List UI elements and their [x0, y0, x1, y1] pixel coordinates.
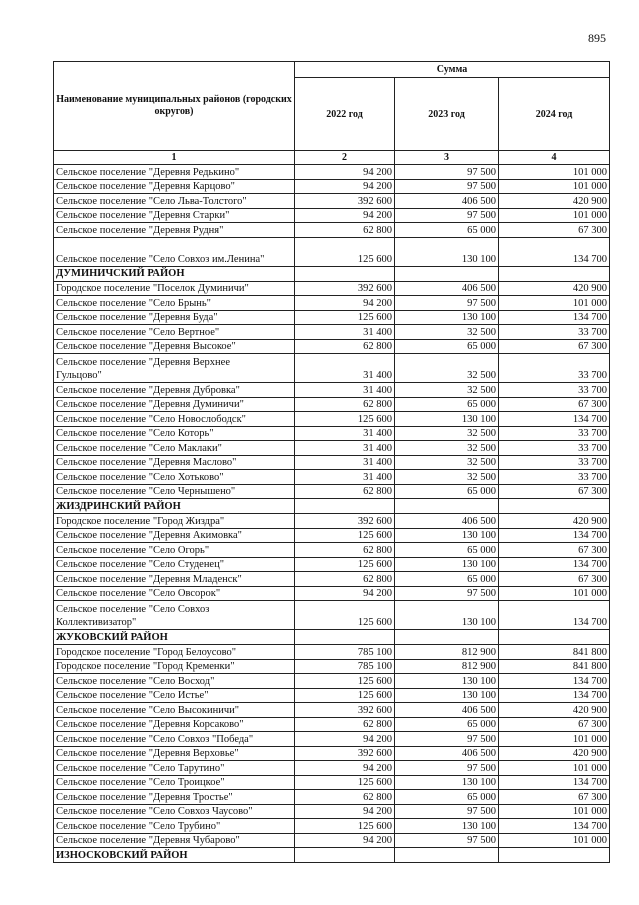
amount-2022: 125 600: [295, 528, 395, 543]
settlement-name: Городское поселение "Город Кременки": [54, 659, 295, 674]
amount-2022: 62 800: [295, 397, 395, 412]
settlement-name: Сельское поселение "Село Совхоз им.Ленина": [54, 237, 295, 266]
amount-2022: 62 800: [295, 572, 395, 587]
amount-2023: 32 500: [395, 325, 499, 340]
amount-2023: 812 900: [395, 659, 499, 674]
settlement-name: Сельское поселение "Село Брынь": [54, 296, 295, 311]
settlement-name: Сельское поселение "Деревня Маслово": [54, 455, 295, 470]
table-row: [54, 572, 610, 587]
amount-2024: 420 900: [499, 194, 610, 209]
empty-cell: [295, 848, 395, 863]
amount-2023: 406 500: [395, 514, 499, 529]
table-row: [54, 790, 610, 805]
district-row: [54, 266, 610, 281]
settlement-name-line-1: Сельское поселение "Село Совхоз: [56, 604, 210, 615]
amount-2023: 812 900: [395, 645, 499, 660]
column-number-1: 1: [54, 151, 295, 165]
settlement-name: Сельское поселение "Село Истье": [54, 688, 295, 703]
settlement-name: Сельское поселение "Село Вертное": [54, 325, 295, 340]
amount-2024: 33 700: [499, 426, 610, 441]
amount-2022: 125 600: [295, 557, 395, 572]
amount-2023: 32 500: [395, 470, 499, 485]
amount-2022: 125 600: [295, 412, 395, 427]
amount-2022: 125 600: [295, 601, 395, 630]
amount-2023: 65 000: [395, 543, 499, 558]
amount-2022: 94 200: [295, 804, 395, 819]
amount-2024: 101 000: [499, 804, 610, 819]
amount-2024: 67 300: [499, 484, 610, 499]
empty-cell: [395, 499, 499, 514]
column-number-4: 4: [499, 151, 610, 165]
district-name: ДУМИНИЧСКИЙ РАЙОН: [54, 266, 295, 281]
amount-2024: 420 900: [499, 746, 610, 761]
table-row: [54, 703, 610, 718]
table-body: [54, 165, 610, 863]
amount-2024: 33 700: [499, 354, 610, 383]
table-row: [54, 804, 610, 819]
amount-2022: 94 200: [295, 296, 395, 311]
amount-2023: 65 000: [395, 397, 499, 412]
amount-2023: 65 000: [395, 339, 499, 354]
amount-2022: 31 400: [295, 455, 395, 470]
table-row: [54, 775, 610, 790]
amount-2024: 134 700: [499, 310, 610, 325]
header-name-column: Наименование муниципальных районов (городских округов): [54, 62, 295, 151]
table-row: [54, 208, 610, 223]
table-header: [54, 62, 610, 165]
amount-2024: 420 900: [499, 703, 610, 718]
amount-2022: 62 800: [295, 543, 395, 558]
amount-2023: 32 500: [395, 354, 499, 383]
table-row: [54, 514, 610, 529]
settlement-name-line-2: Гульцово": [56, 370, 102, 381]
amount-2024: 134 700: [499, 688, 610, 703]
settlement-name: Сельское поселение "Село Студенец": [54, 557, 295, 572]
settlement-name: [54, 601, 295, 630]
column-number-3: 3: [395, 151, 499, 165]
table-row: [54, 761, 610, 776]
amount-2023: 97 500: [395, 761, 499, 776]
amount-2022: 94 200: [295, 761, 395, 776]
amount-2022: 125 600: [295, 310, 395, 325]
amount-2024: 101 000: [499, 165, 610, 180]
settlement-name: Сельское поселение "Село Хотьково": [54, 470, 295, 485]
district-row: [54, 630, 610, 645]
amount-2023: 32 500: [395, 383, 499, 398]
settlement-name: Сельское поселение "Деревня Младенск": [54, 572, 295, 587]
table-row: [54, 397, 610, 412]
table-row: [54, 819, 610, 834]
amount-2022: 62 800: [295, 484, 395, 499]
table-row: [54, 528, 610, 543]
empty-cell: [499, 266, 610, 281]
amount-2022: 31 400: [295, 325, 395, 340]
amount-2022: 785 100: [295, 645, 395, 660]
settlement-name: Сельское поселение "Деревня Старки": [54, 208, 295, 223]
page-number: 895: [588, 31, 606, 45]
amount-2023: 97 500: [395, 179, 499, 194]
amount-2023: 32 500: [395, 441, 499, 456]
amount-2023: 97 500: [395, 833, 499, 848]
empty-cell: [395, 848, 499, 863]
amount-2022: 62 800: [295, 223, 395, 238]
settlement-name: Сельское поселение "Село Высокиничи": [54, 703, 295, 718]
empty-cell: [499, 848, 610, 863]
settlement-name: Сельское поселение "Деревня Карцово": [54, 179, 295, 194]
table-row: [54, 732, 610, 747]
settlement-name: [54, 354, 295, 383]
table-row: [54, 674, 610, 689]
settlement-name: Сельское поселение "Село Новослободск": [54, 412, 295, 427]
amount-2024: 33 700: [499, 441, 610, 456]
table-row: [54, 310, 610, 325]
amount-2022: 62 800: [295, 717, 395, 732]
amount-2024: 134 700: [499, 412, 610, 427]
amount-2023: 32 500: [395, 426, 499, 441]
amount-2023: 130 100: [395, 819, 499, 834]
amount-2023: 32 500: [395, 455, 499, 470]
settlement-name: Сельское поселение "Деревня Тростье": [54, 790, 295, 805]
table-row: [54, 194, 610, 209]
settlement-name: Сельское поселение "Село Троицкое": [54, 775, 295, 790]
amount-2024: 134 700: [499, 237, 610, 266]
district-row: [54, 848, 610, 863]
settlement-name: Сельское поселение "Деревня Дубровка": [54, 383, 295, 398]
amount-2024: 101 000: [499, 296, 610, 311]
table-row: [54, 833, 610, 848]
table-row: [54, 354, 610, 383]
amount-2024: 67 300: [499, 790, 610, 805]
amount-2023: 406 500: [395, 746, 499, 761]
settlement-name: Сельское поселение "Деревня Акимовка": [54, 528, 295, 543]
amount-2024: 420 900: [499, 281, 610, 296]
amount-2022: 31 400: [295, 441, 395, 456]
table-row: [54, 484, 610, 499]
settlement-name-line-2: Коллективизатор": [56, 617, 137, 628]
amount-2022: 94 200: [295, 208, 395, 223]
settlement-name: Городское поселение "Город Жиздра": [54, 514, 295, 529]
table-row: [54, 601, 610, 630]
settlement-name: Сельское поселение "Село Которь": [54, 426, 295, 441]
settlement-name: Сельское поселение "Деревня Высокое": [54, 339, 295, 354]
amount-2024: 101 000: [499, 179, 610, 194]
table-row: [54, 412, 610, 427]
amount-2022: 31 400: [295, 383, 395, 398]
amount-2022: 31 400: [295, 354, 395, 383]
amount-2022: 62 800: [295, 339, 395, 354]
empty-cell: [499, 499, 610, 514]
table-row: [54, 717, 610, 732]
amount-2023: 130 100: [395, 674, 499, 689]
amount-2023: 130 100: [395, 237, 499, 266]
amount-2023: 97 500: [395, 208, 499, 223]
settlement-name: Сельское поселение "Деревня Корсаково": [54, 717, 295, 732]
table-row: [54, 383, 610, 398]
amount-2023: 130 100: [395, 557, 499, 572]
amount-2022: 392 600: [295, 514, 395, 529]
amount-2023: 130 100: [395, 601, 499, 630]
amount-2024: 841 800: [499, 659, 610, 674]
table-row: [54, 659, 610, 674]
district-name: ЖИЗДРИНСКИЙ РАЙОН: [54, 499, 295, 514]
amount-2022: 94 200: [295, 165, 395, 180]
empty-cell: [295, 499, 395, 514]
amount-2022: 392 600: [295, 281, 395, 296]
amount-2022: 125 600: [295, 775, 395, 790]
amount-2022: 62 800: [295, 790, 395, 805]
amount-2023: 406 500: [395, 194, 499, 209]
table-row: [54, 455, 610, 470]
district-row: [54, 499, 610, 514]
amount-2024: 33 700: [499, 470, 610, 485]
settlement-name: Сельское поселение "Село Совхоз "Победа": [54, 732, 295, 747]
settlement-name: Сельское поселение "Село Чернышено": [54, 484, 295, 499]
amount-2022: 392 600: [295, 194, 395, 209]
amount-2024: 67 300: [499, 717, 610, 732]
amount-2023: 130 100: [395, 310, 499, 325]
column-number-2: 2: [295, 151, 395, 165]
table-row: [54, 237, 610, 266]
amount-2023: 130 100: [395, 412, 499, 427]
settlement-name: Сельское поселение "Деревня Думиничи": [54, 397, 295, 412]
settlement-name: Сельское поселение "Село Восход": [54, 674, 295, 689]
settlement-name: Сельское поселение "Село Совхоз Чаусово": [54, 804, 295, 819]
amount-2023: 97 500: [395, 296, 499, 311]
table-row: [54, 325, 610, 340]
amount-2024: 67 300: [499, 339, 610, 354]
amount-2022: 94 200: [295, 179, 395, 194]
table-row: [54, 426, 610, 441]
amount-2023: 65 000: [395, 790, 499, 805]
empty-cell: [295, 630, 395, 645]
settlement-name: Сельское поселение "Село Тарутино": [54, 761, 295, 776]
settlement-name: Городское поселение "Город Белоусово": [54, 645, 295, 660]
table-row: [54, 586, 610, 601]
table-row: [54, 339, 610, 354]
header-year-2024: 2024 год: [499, 78, 610, 151]
header-year-2022: 2022 год: [295, 78, 395, 151]
amount-2023: 406 500: [395, 703, 499, 718]
empty-cell: [295, 266, 395, 281]
amount-2022: 94 200: [295, 732, 395, 747]
table-row: [54, 746, 610, 761]
table-row: [54, 543, 610, 558]
amount-2022: 31 400: [295, 470, 395, 485]
amount-2022: 125 600: [295, 674, 395, 689]
settlement-name: Сельское поселение "Село Огорь": [54, 543, 295, 558]
amount-2023: 97 500: [395, 732, 499, 747]
amount-2024: 67 300: [499, 223, 610, 238]
amount-2024: 134 700: [499, 557, 610, 572]
settlement-name: Сельское поселение "Село Трубино": [54, 819, 295, 834]
amount-2024: 67 300: [499, 572, 610, 587]
amount-2023: 97 500: [395, 165, 499, 180]
amount-2022: 94 200: [295, 833, 395, 848]
empty-cell: [395, 266, 499, 281]
header-year-2023: 2023 год: [395, 78, 499, 151]
table-row: [54, 223, 610, 238]
table-row: [54, 296, 610, 311]
amount-2022: 94 200: [295, 586, 395, 601]
empty-cell: [395, 630, 499, 645]
amount-2023: 130 100: [395, 775, 499, 790]
table-row: [54, 557, 610, 572]
header-sum: Сумма: [295, 62, 610, 78]
amount-2024: 33 700: [499, 325, 610, 340]
settlement-name: Сельское поселение "Село Маклаки": [54, 441, 295, 456]
amount-2024: 101 000: [499, 732, 610, 747]
district-name: ЖУКОВСКИЙ РАЙОН: [54, 630, 295, 645]
settlement-name-line-1: Сельское поселение "Деревня Верхнее: [56, 357, 230, 368]
table-row: [54, 470, 610, 485]
amount-2024: 101 000: [499, 833, 610, 848]
amount-2024: 101 000: [499, 761, 610, 776]
table-row: [54, 179, 610, 194]
settlement-name: Сельское поселение "Деревня Редькино": [54, 165, 295, 180]
amount-2023: 65 000: [395, 223, 499, 238]
amount-2022: 31 400: [295, 426, 395, 441]
amount-2023: 65 000: [395, 572, 499, 587]
amount-2024: 33 700: [499, 383, 610, 398]
amount-2022: 125 600: [295, 688, 395, 703]
amount-2022: 785 100: [295, 659, 395, 674]
table-row: [54, 688, 610, 703]
table-row: [54, 281, 610, 296]
amount-2022: 125 600: [295, 237, 395, 266]
table-row: [54, 165, 610, 180]
amount-2024: 101 000: [499, 586, 610, 601]
amount-2024: 67 300: [499, 543, 610, 558]
amount-2022: 125 600: [295, 819, 395, 834]
settlement-name: Сельское поселение "Село Овсорок": [54, 586, 295, 601]
settlement-name: Сельское поселение "Деревня Чубарово": [54, 833, 295, 848]
table-row: [54, 645, 610, 660]
settlement-name: Сельское поселение "Деревня Верховье": [54, 746, 295, 761]
settlement-name: Городское поселение "Поселок Думиничи": [54, 281, 295, 296]
amount-2024: 420 900: [499, 514, 610, 529]
amount-2024: 33 700: [499, 455, 610, 470]
amount-2023: 130 100: [395, 528, 499, 543]
empty-cell: [499, 630, 610, 645]
amount-2024: 134 700: [499, 528, 610, 543]
amount-2024: 134 700: [499, 601, 610, 630]
amount-2023: 130 100: [395, 688, 499, 703]
amount-2024: 134 700: [499, 819, 610, 834]
amount-2023: 65 000: [395, 484, 499, 499]
amount-2023: 97 500: [395, 804, 499, 819]
district-name: ИЗНОСКОВСКИЙ РАЙОН: [54, 848, 295, 863]
amount-2022: 392 600: [295, 703, 395, 718]
amount-2022: 392 600: [295, 746, 395, 761]
settlement-name: Сельское поселение "Деревня Буда": [54, 310, 295, 325]
amount-2024: 101 000: [499, 208, 610, 223]
amount-2024: 67 300: [499, 397, 610, 412]
settlement-name: Сельское поселение "Село Льва-Толстого": [54, 194, 295, 209]
budget-table: [53, 61, 610, 863]
amount-2023: 65 000: [395, 717, 499, 732]
amount-2023: 97 500: [395, 586, 499, 601]
amount-2024: 134 700: [499, 674, 610, 689]
amount-2023: 406 500: [395, 281, 499, 296]
settlement-name: Сельское поселение "Деревня Рудня": [54, 223, 295, 238]
table-row: [54, 441, 610, 456]
amount-2024: 841 800: [499, 645, 610, 660]
amount-2024: 134 700: [499, 775, 610, 790]
